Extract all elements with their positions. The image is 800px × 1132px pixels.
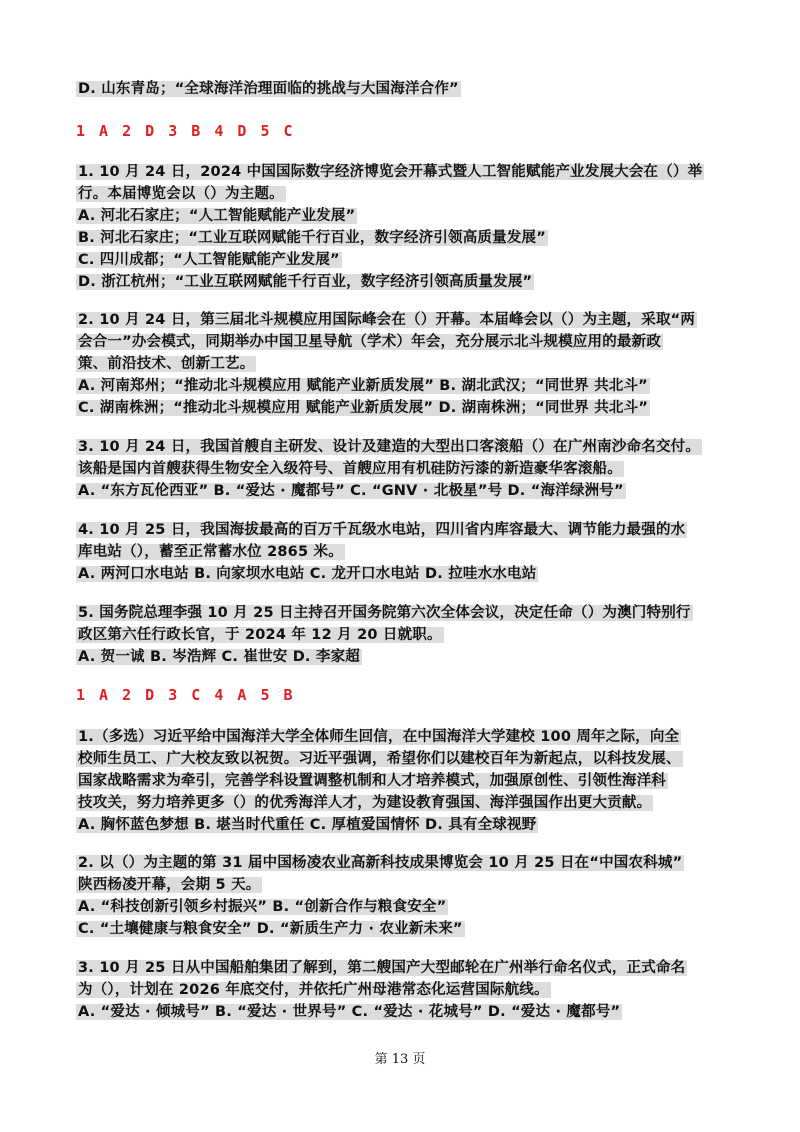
question-1-option: C. 四川成都；“人工智能赋能产业发展”: [78, 252, 340, 268]
question-2-text: 2. 10 月 24 日，第三届北斗规模应用国际峰会在（）开幕。本届峰会以（）为主题，采取“两: [78, 312, 696, 328]
question-1-text: 1.（多选）习近平给中国海洋大学全体师生回信，在中国海洋大学建校 100 周年之际，向全: [78, 729, 680, 745]
question-1-text: 1. 10 月 24 日，2024 中国国际数字经济博览会开幕式暨人工智能赋能产业发展大会在（）举: [78, 164, 703, 180]
question-3-option: A. “东方瓦伦西亚” B. “爱达 · 魔都号” C. “GNV · 北极星”号 D. “海洋绿洲号”: [78, 483, 624, 499]
question-4-option: A. 两河口水电站 B. 向家坝水电站 C. 龙开口水电站 D. 拉哇水水电站: [78, 566, 537, 582]
question-1-option: A. 胸怀蓝色梦想 B. 堪当时代重任 C. 厚植爱国情怀 D. 具有全球视野: [78, 817, 537, 833]
question-1-text: 校师生员工、广大校友致以祝贺。习近平强调，希望你们以建校百年为新起点，以科技发展、: [78, 751, 681, 767]
question-5-text: 政区第六任行政长官，于 2024 年 12 月 20 日就职。: [78, 627, 442, 643]
question-3-text: 3. 10 月 25 日从中国船舶集团了解到，第二艘国产大型邮轮在广州举行命名仪式，正式命名: [78, 960, 686, 976]
question-5-text: 5. 国务院总理李强 10 月 25 日主持召开国务院第六次全体会议，决定任命（）为澳门特别行: [78, 605, 691, 621]
option-line: D. 山东青岛；“全球海洋治理面临的挑战与大国海洋合作”: [78, 81, 459, 97]
question-1-text: 行。本届博览会以（）为主题。: [78, 186, 284, 202]
page-number: 第 13 页: [374, 1052, 426, 1067]
question-4-text: 4. 10 月 25 日，我国海拔最高的百万千瓦级水电站，四川省内库容最大、调节能力最强的水: [78, 522, 686, 538]
question-1-option: A. 河北石家庄；“人工智能赋能产业发展”: [78, 208, 356, 224]
question-2-text: 陕西杨凌开幕，会期 5 天。: [78, 877, 261, 893]
question-3-text: 3. 10 月 24 日，我国首艘自主研发、设计及建造的大型出口客滚船（）在广州南沙命名交付。: [78, 439, 701, 455]
question-1-option: B. 河北石家庄；“工业互联网赋能千行百业，数字经济引领高质量发展”: [78, 230, 546, 246]
question-3-option: A. “爱达 · 倾城号” B. “爱达 · 世界号” C. “爱达 · 花城号” D. “爱达 · 魔都号”: [78, 1004, 621, 1020]
answer-key: 1 A 2 D 3 B 4 D 5 C: [76, 122, 296, 140]
question-2-option: C. “土壤健康与粮食安全” D. “新质生产力 · 农业新未来”: [78, 921, 463, 937]
question-1-text: 技攻关，努力培养更多（）的优秀海洋人才，为建设教育强国、海洋强国作出更大贡献。: [78, 795, 652, 811]
question-2-text: 会合一”办会模式，同期举办中国卫星导航（学术）年会，充分展示北斗规模应用的最新政: [78, 334, 662, 350]
question-2-text: 2. 以（）为主题的第 31 届中国杨凌农业高新科技成果博览会 10 月 25 日在“中国农科城”: [78, 855, 683, 871]
question-4-text: 库电站（），蓄至正常蓄水位 2865 米。: [78, 544, 343, 560]
question-2-option: C. 湖南株洲；“推动北斗规模应用 赋能产业新质发展” D. 湖南株洲；“同世界 共北斗”: [78, 400, 649, 416]
question-2-text: 策、前沿技术、创新工艺。: [78, 356, 255, 372]
answer-key: 1 A 2 D 3 C 4 A 5 B: [76, 686, 296, 704]
question-2-option: A. 河南郑州；“推动北斗规模应用 赋能产业新质发展” B. 湖北武汉；“同世界 共北斗”: [78, 378, 648, 394]
question-1-option: D. 浙江杭州；“工业互联网赋能千行百业，数字经济引领高质量发展”: [78, 274, 533, 290]
question-3-text: 为（），计划在 2026 年底交付，并依托广州母港常态化运营国际航线。: [78, 982, 549, 998]
question-5-option: A. 贺一诚 B. 岑浩辉 C. 崔世安 D. 李家超: [78, 649, 360, 665]
question-2-option: A. “科技创新引领乡村振兴” B. “创新合作与粮食安全”: [78, 899, 447, 915]
question-3-text: 该船是国内首艘获得生物安全入级符号、首艘应用有机硅防污漆的新造豪华客滚船。: [78, 461, 622, 477]
question-1-text: 国家战略需求为牵引，完善学科设置调整机制和人才培养模式，加强原创性、引领性海洋科: [78, 773, 666, 789]
